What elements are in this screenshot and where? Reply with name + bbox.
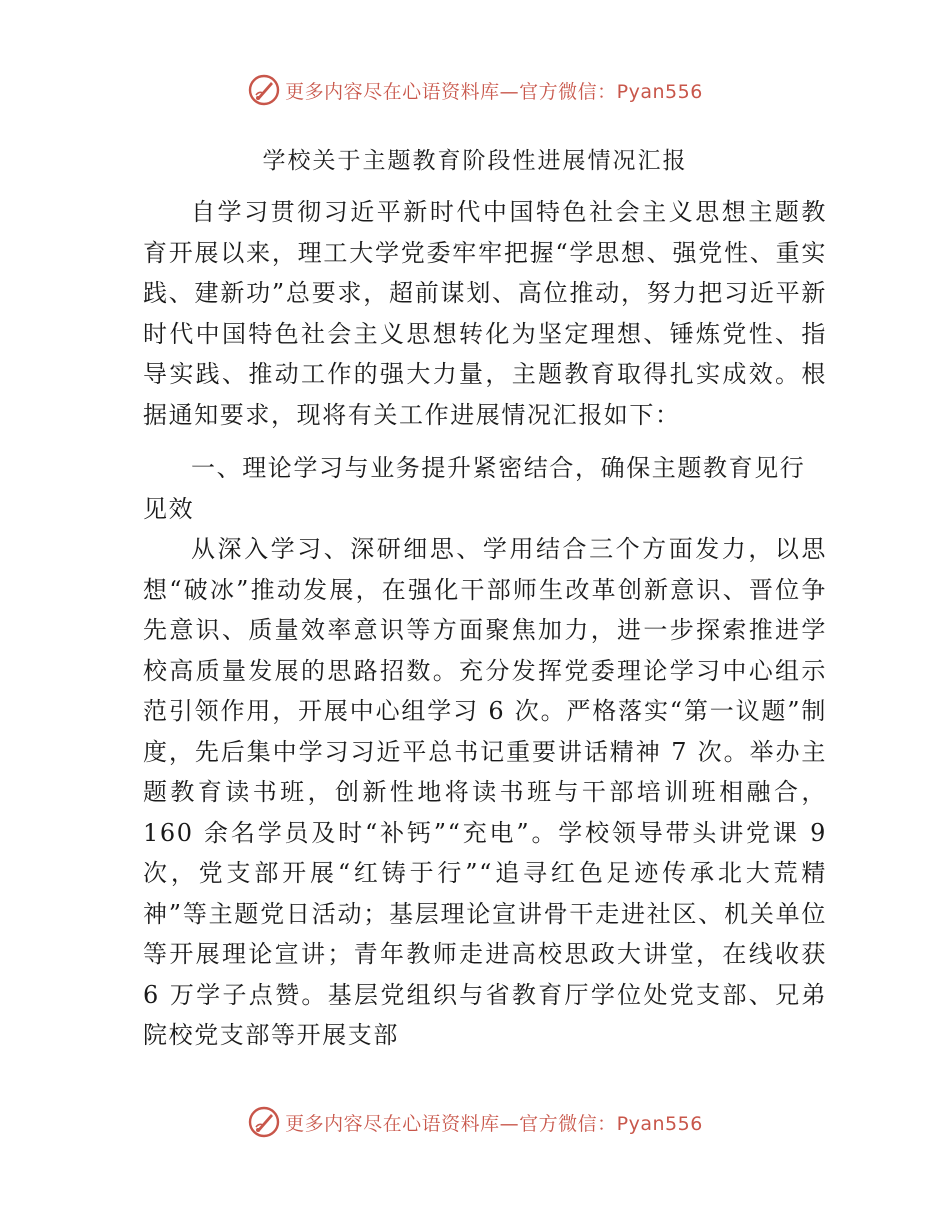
header-watermark-banner: [0, 70, 950, 110]
footer-watermark-banner: [0, 1102, 950, 1142]
section-1-heading: 一、理论学习与业务提升紧密结合，确保主题教育见行见效: [143, 454, 806, 523]
document-body: [143, 192, 827, 1056]
quill-seal-logo-icon: [247, 73, 281, 107]
section-1-paragraph: 从深入学习、深研细思、学用结合三个方面发力，以思想“破冰”推动发展，在强化干部师生改革创新意识、晋位争先意识、质量效率意识等方面聚焦加力，进一步探索推进学校高质量发展的思路招数。充分发挥党委理论学习中心组示范引领作用，开展中心组学习 6 次。严格落实“第一议题”制度，先后集中学习习近平总书记重要讲话精神 7 次。举办主题教育读书班，创新性地将读书班与干部培训班相融合，160 余名学员及时“补钙”“充电”。学校领导带头讲党课 9 次，党支部开展“红铸于行”“追寻红色足迹传承北大荒精神”等主题党日活动；基层理论宣讲骨干走进社区、机关单位等开展理论宣讲；青年教师走进高校思政大讲堂，在线收获 6 万学子点赞。基层党组织与省教育厅学位处党支部、兄弟院校党支部等开展支部: [143, 535, 827, 1049]
banner-text: 更多内容尽在心语资料库—官方微信：Pyan556: [285, 1112, 703, 1135]
banner-text: 更多内容尽在心语资料库—官方微信：Pyan556: [285, 80, 703, 103]
quill-seal-logo-icon: [247, 1105, 281, 1139]
intro-paragraph: 自学习贯彻习近平新时代中国特色社会主义思想主题教育开展以来，理工大学党委牢牢把握“学思想、强党性、重实践、建新功”总要求，超前谋划、高位推动，努力把习近平新时代中国特色社会主义思想转化为坚定理想、锤炼党性、指导实践、推动工作的强大力量，主题教育取得扎实成效。根据通知要求，现将有关工作进展情况汇报如下：: [143, 198, 827, 429]
document-title: 学校关于主题教育阶段性进展情况汇报: [262, 148, 688, 174]
